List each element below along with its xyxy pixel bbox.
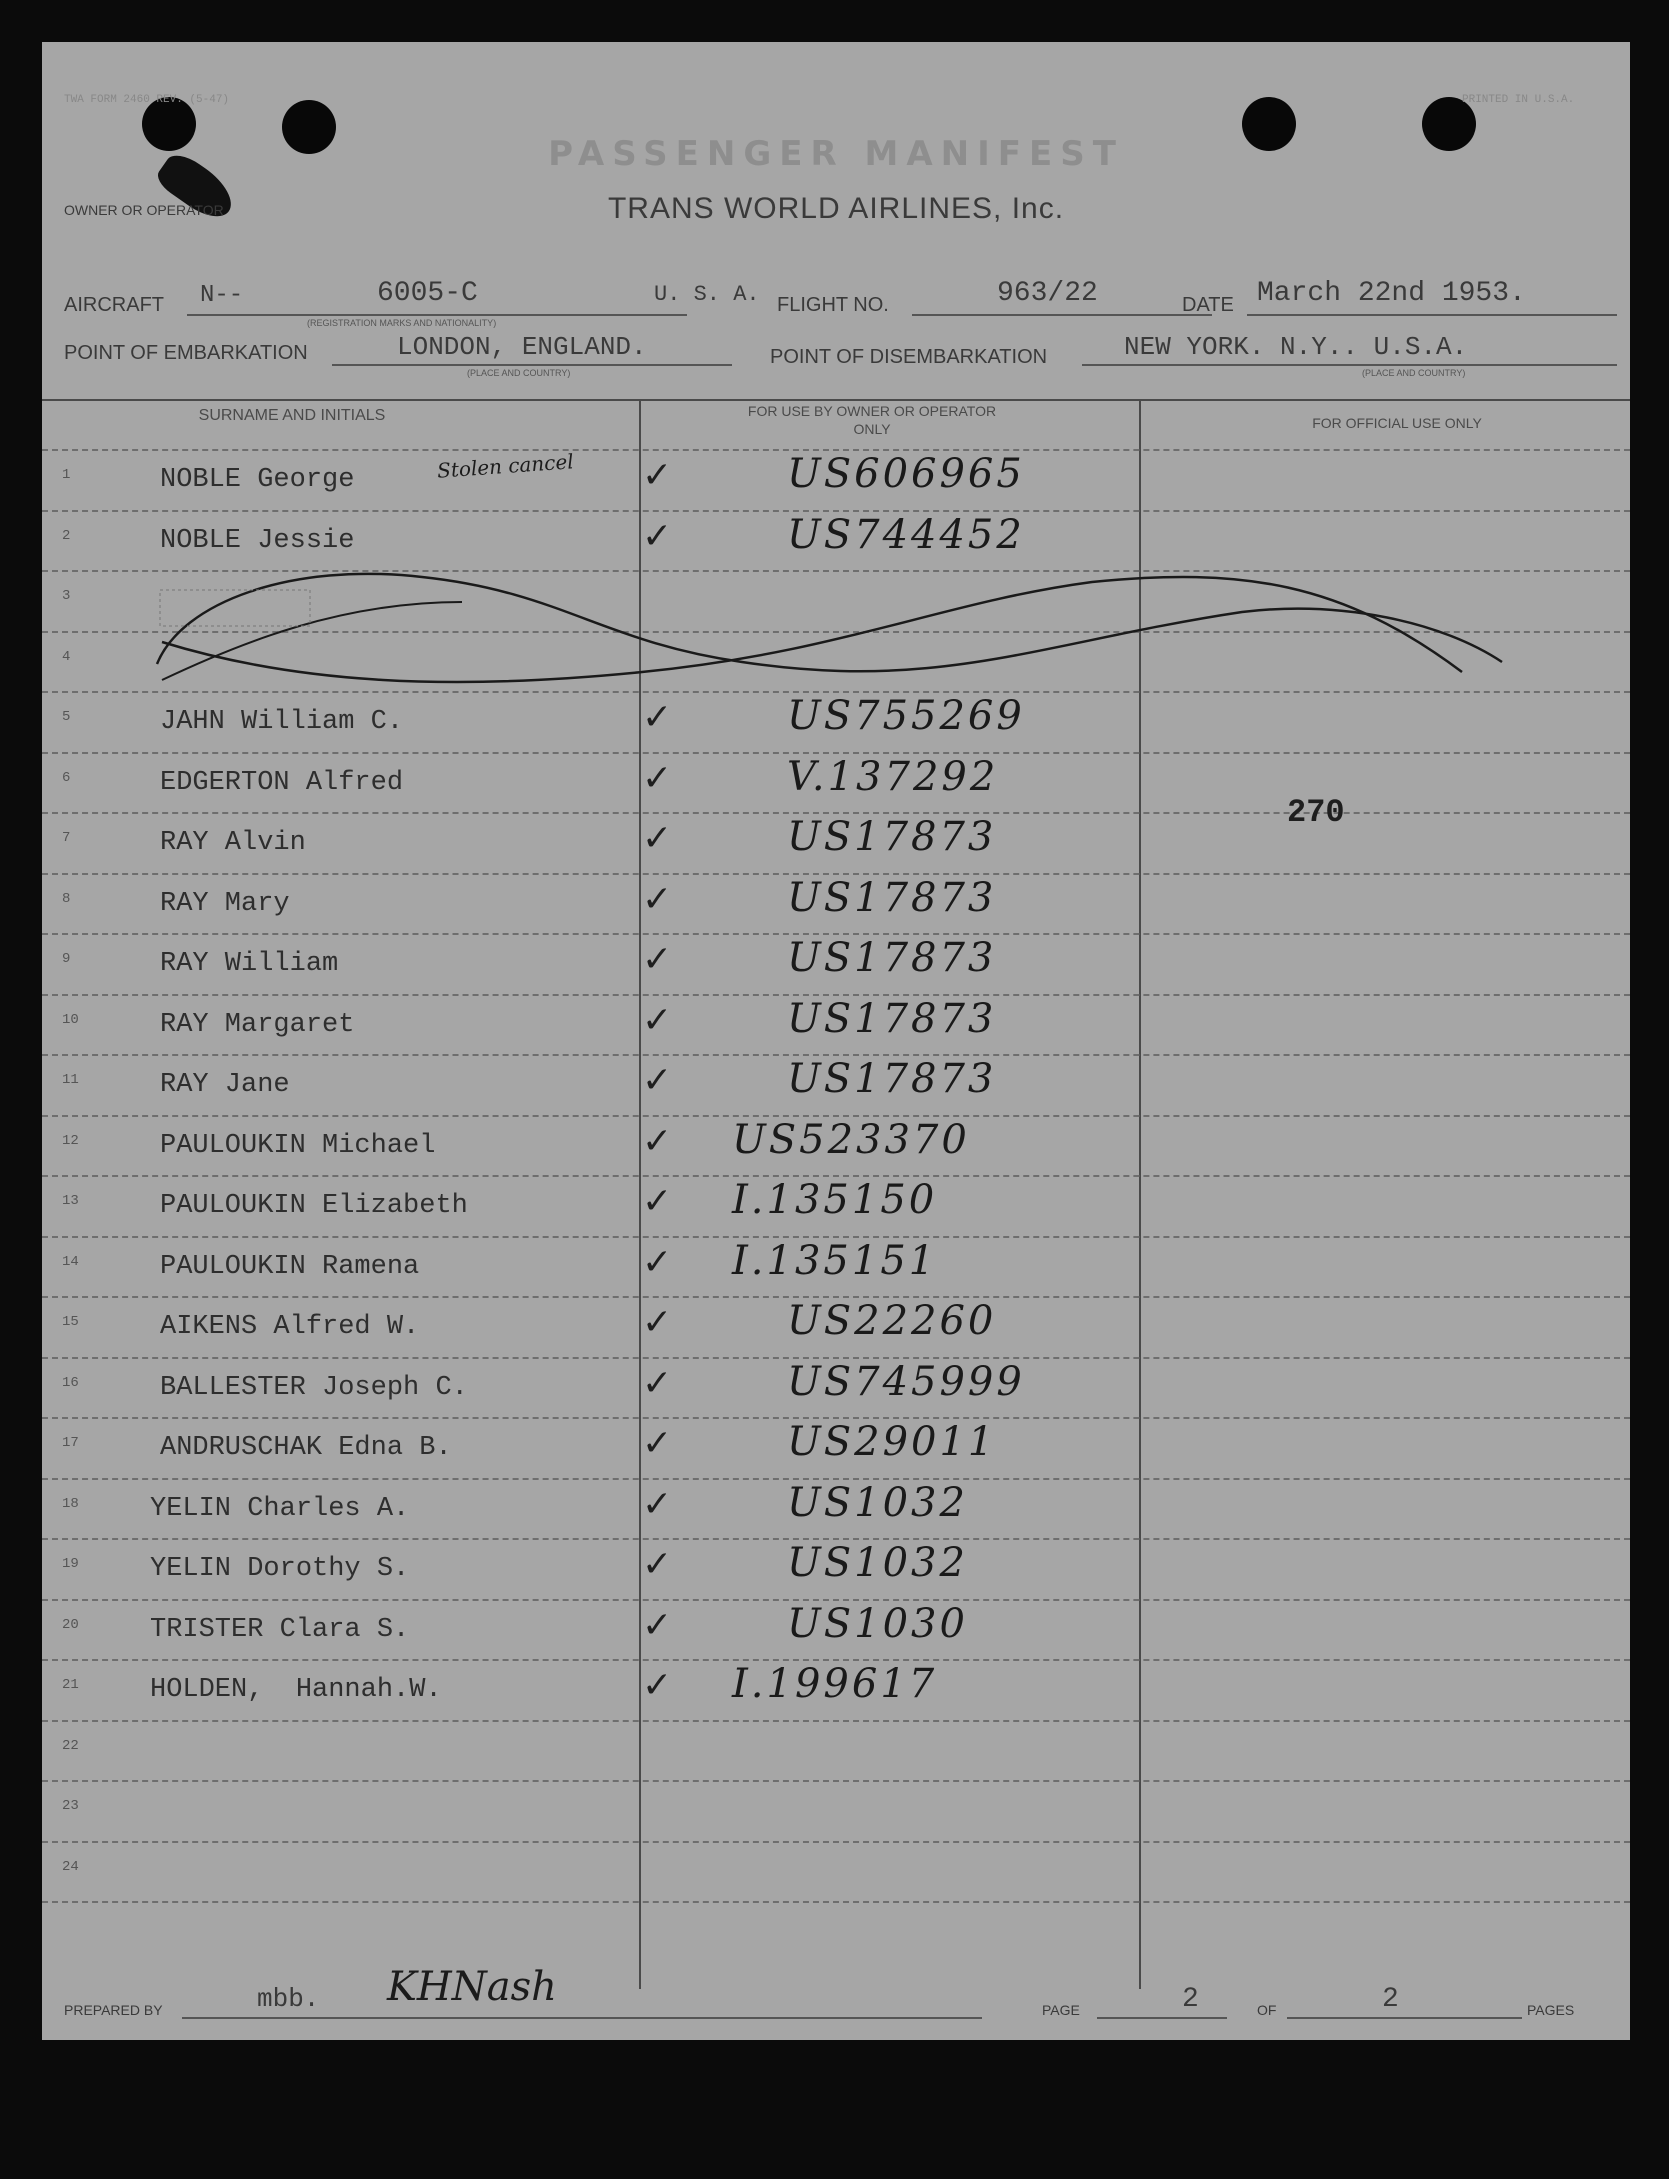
check-mark: ✓	[642, 999, 673, 1041]
passport-number: I.199617	[732, 1661, 938, 1707]
prepared-by-label: PREPARED BY	[64, 2002, 163, 2018]
flight-number: 963/22	[997, 278, 1098, 309]
passport-number: US1032	[787, 1540, 968, 1586]
row-number: 14	[62, 1253, 79, 1270]
row-number: 19	[62, 1556, 79, 1572]
check-mark: ✓	[642, 757, 673, 799]
pages-label: PAGES	[1527, 2002, 1575, 2018]
form-number: TWA FORM 2460 REV. (5-47)	[64, 94, 230, 106]
passenger-name: AIKENS Alfred W.	[160, 1312, 420, 1342]
passenger-name: TRISTER Clara S.	[150, 1614, 410, 1645]
embarkation-value: LONDON, ENGLAND.	[397, 332, 647, 362]
check-mark: ✓	[642, 1181, 673, 1222]
passport-number: US1030	[787, 1600, 968, 1647]
page-label: PAGE	[1042, 2002, 1080, 2018]
check-mark: ✓	[642, 1604, 673, 1646]
passenger-name: RAY Mary	[160, 888, 290, 919]
passport-number: US22260	[787, 1298, 997, 1344]
prepared-by-signature: KHNash	[387, 1964, 557, 2010]
passport-number: US17873	[787, 874, 997, 921]
of-label: OF	[1257, 2002, 1277, 2018]
flight-no-label: FLIGHT NO.	[777, 294, 889, 316]
row-number: 24	[62, 1858, 79, 1875]
passenger-name: RAY Margaret	[160, 1009, 355, 1040]
passenger-name: ANDRUSCHAK Edna B.	[160, 1433, 452, 1463]
passport-number: I.135150	[732, 1177, 938, 1223]
embarkation-label: POINT OF EMBARKATION	[64, 342, 308, 364]
row-number: 10	[62, 1011, 79, 1028]
place-country-caption-1: (PLACE AND COUNTRY)	[467, 368, 571, 378]
aircraft-nationality: U. S. A.	[654, 282, 760, 307]
owner-operator-label: OWNER OR OPERATOR	[64, 202, 224, 218]
row-number: 17	[62, 1435, 79, 1451]
disembarkation-label: POINT OF DISEMBARKATION	[770, 346, 1048, 368]
check-mark: ✓	[642, 878, 673, 920]
check-mark: ✓	[642, 455, 673, 496]
passenger-name: NOBLE Jessie	[160, 525, 355, 556]
row-number: 22	[62, 1737, 79, 1754]
disembarkation-value: NEW YORK. N.Y.. U.S.A.	[1124, 332, 1468, 362]
prepared-by-initials: mbb.	[257, 1984, 320, 2014]
company-name: TRANS WORLD AIRLINES, Inc.	[607, 192, 1065, 225]
row-number: 15	[62, 1314, 79, 1330]
passenger-name: EDGERTON Alfred	[160, 767, 404, 798]
check-mark: ✓	[642, 1120, 673, 1162]
check-mark: ✓	[642, 1423, 673, 1464]
row-number: 1	[62, 467, 71, 483]
passenger-name: BALLESTER Joseph C.	[160, 1372, 468, 1403]
row-number: 2	[62, 527, 71, 544]
passport-number: US755269	[787, 693, 1025, 739]
aircraft-registration: 6005-C	[377, 278, 478, 309]
flight-date: March 22nd 1953.	[1257, 278, 1526, 309]
check-mark: ✓	[642, 1665, 673, 1706]
passport-number: V.137292	[787, 753, 999, 800]
row-number: 20	[62, 1616, 79, 1633]
check-mark: ✓	[642, 818, 673, 859]
passport-number: US606965	[787, 451, 1025, 497]
check-mark: ✓	[642, 1241, 673, 1283]
check-mark: ✓	[642, 1362, 673, 1404]
passenger-name: HOLDEN, Hannah.W.	[150, 1675, 442, 1705]
passenger-name: PAULOUKIN Ramena	[160, 1251, 420, 1282]
manifest-page	[42, 42, 1630, 2040]
passport-number: US29011	[787, 1419, 997, 1465]
passport-number: US744452	[787, 511, 1025, 558]
row-number: 8	[62, 890, 71, 907]
row-number: 9	[62, 951, 71, 967]
passport-number: US17873	[787, 814, 997, 860]
row-number: 12	[62, 1132, 79, 1149]
page-total: 2	[1382, 1984, 1399, 2015]
check-mark: ✓	[642, 1544, 673, 1585]
aircraft-label: AIRCRAFT	[64, 294, 164, 316]
aircraft-prefix: N--	[200, 282, 244, 309]
row-number: 4	[62, 648, 71, 665]
passenger-name: PAULOUKIN Elizabeth	[160, 1191, 468, 1221]
row-number: 13	[62, 1193, 79, 1209]
passenger-name: JAHN William C.	[160, 707, 404, 737]
passport-number: US17873	[787, 1056, 997, 1102]
passenger-name: PAULOUKIN Michael	[160, 1130, 436, 1161]
registration-caption: (REGISTRATION MARKS AND NATIONALITY)	[307, 318, 497, 328]
row-number: 6	[62, 769, 71, 786]
row-number: 3	[62, 588, 71, 604]
col-surname-header: SURNAME AND INITIALS	[198, 407, 386, 424]
row-number: 23	[62, 1798, 79, 1814]
check-mark: ✓	[642, 697, 673, 738]
passport-number: US1032	[787, 1479, 968, 1526]
passenger-name: YELIN Dorothy S.	[150, 1554, 410, 1584]
row-number: 7	[62, 830, 71, 846]
place-country-caption-2: (PLACE AND COUNTRY)	[1362, 368, 1466, 378]
col-owner-use-header: FOR USE BY OWNER OR OPERATOR ONLY	[747, 403, 997, 437]
date-label: DATE	[1182, 294, 1234, 316]
official-use-number: 270	[1287, 794, 1345, 831]
printed-in-note: PRINTED IN U.S.A.	[1462, 94, 1575, 106]
passenger-name: RAY Jane	[160, 1070, 290, 1100]
page-number: 2	[1182, 1984, 1199, 2015]
check-mark: ✓	[642, 515, 673, 557]
col-official-use-header: FOR OFFICIAL USE ONLY	[1312, 415, 1482, 431]
check-mark: ✓	[642, 939, 673, 980]
check-mark: ✓	[642, 1483, 673, 1525]
row-number: 16	[62, 1374, 79, 1391]
annotation-note: Stolen cancel	[436, 449, 575, 483]
row-number: 5	[62, 709, 71, 725]
check-mark: ✓	[642, 1060, 673, 1101]
row-number: 11	[62, 1072, 79, 1088]
row-number: 18	[62, 1495, 79, 1512]
page-title: PASSENGER MANIFEST	[548, 134, 1124, 174]
passenger-name: RAY Alvin	[160, 828, 306, 858]
passport-number: US523370	[732, 1116, 970, 1163]
row-number: 21	[62, 1677, 79, 1693]
strike-through-scribble	[42, 42, 1630, 2040]
passenger-name: YELIN Charles A.	[150, 1493, 410, 1524]
passport-number: I.135151	[732, 1237, 938, 1284]
passport-number: US17873	[787, 935, 997, 981]
passport-number: US745999	[787, 1358, 1025, 1405]
passport-number: US17873	[787, 995, 997, 1042]
passenger-name: RAY William	[160, 949, 339, 979]
check-mark: ✓	[642, 1302, 673, 1343]
passenger-name: NOBLE George	[160, 465, 355, 495]
